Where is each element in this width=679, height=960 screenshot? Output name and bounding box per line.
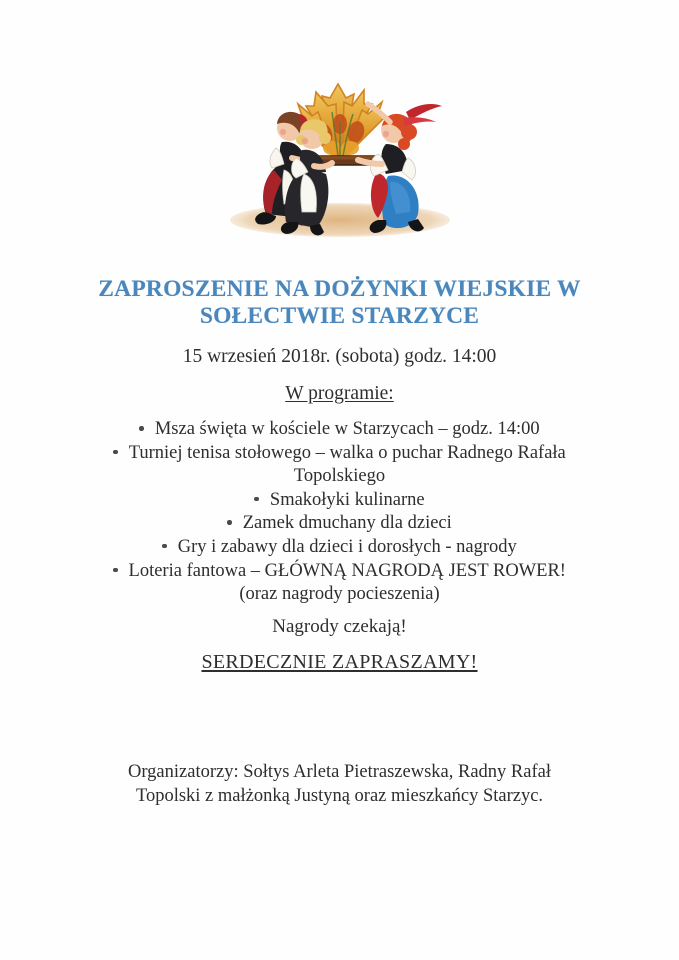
title-line-2: SOŁECTWIE STARZYCE	[199, 303, 480, 329]
organizers-line-2: Topolski z małżonką Justyną oraz mieszkańcy Starzyc.	[135, 785, 544, 806]
organizers-footer	[0, 761, 679, 808]
page-title	[0, 276, 679, 330]
closing-prizes-line: Nagrody czekają!	[272, 616, 407, 637]
list-item	[0, 536, 679, 560]
list-item	[0, 442, 679, 489]
program-list	[0, 418, 679, 607]
list-item	[0, 560, 679, 607]
title-line-1: ZAPROSZENIE NA DOŻYNKI WIEJSKIE W	[98, 276, 581, 302]
bullet-icon	[254, 497, 259, 502]
program-heading	[0, 382, 679, 406]
list-item	[0, 418, 679, 442]
list-item	[0, 512, 679, 536]
bullet-icon	[113, 450, 118, 455]
list-item-continuation: (oraz nagrody pocieszenia)	[239, 584, 440, 605]
program-heading-text: W programie:	[285, 383, 394, 404]
organizers-line-1: Organizatorzy: Sołtys Arleta Pietraszewska, Radny Rafał	[128, 762, 551, 782]
bullet-icon	[227, 520, 232, 525]
list-item-text: Msza święta w kościele w Starzycach – godz. 14:00	[154, 419, 540, 439]
bullet-icon	[162, 544, 167, 549]
closing-welcome-text: SERDECZNIE ZAPRASZAMY!	[201, 651, 478, 673]
bullet-icon	[113, 568, 118, 573]
list-item-text: Loteria fantowa – GŁÓWNĄ NAGRODĄ JEST ROWER!	[128, 560, 566, 581]
list-item-continuation: Topolskiego	[293, 466, 386, 487]
bullet-icon	[139, 426, 144, 431]
illustration-container	[0, 62, 679, 257]
list-item	[0, 489, 679, 513]
list-item-text: Turniej tenisa stołowego – walka o puchar Radnego Rafała	[128, 442, 566, 463]
list-item-text: Smakołyki kulinarne	[269, 489, 425, 510]
event-date-line: 15 wrzesień 2018r. (sobota) godz. 14:00	[182, 346, 497, 367]
closing-welcome-line	[0, 650, 679, 675]
list-item-text: Zamek dmuchany dla dzieci	[242, 513, 452, 534]
harvest-wreath-folk-dancers-icon	[210, 62, 470, 257]
list-item-text: Gry i zabawy dla dzieci i dorosłych - nagrody	[177, 536, 517, 557]
